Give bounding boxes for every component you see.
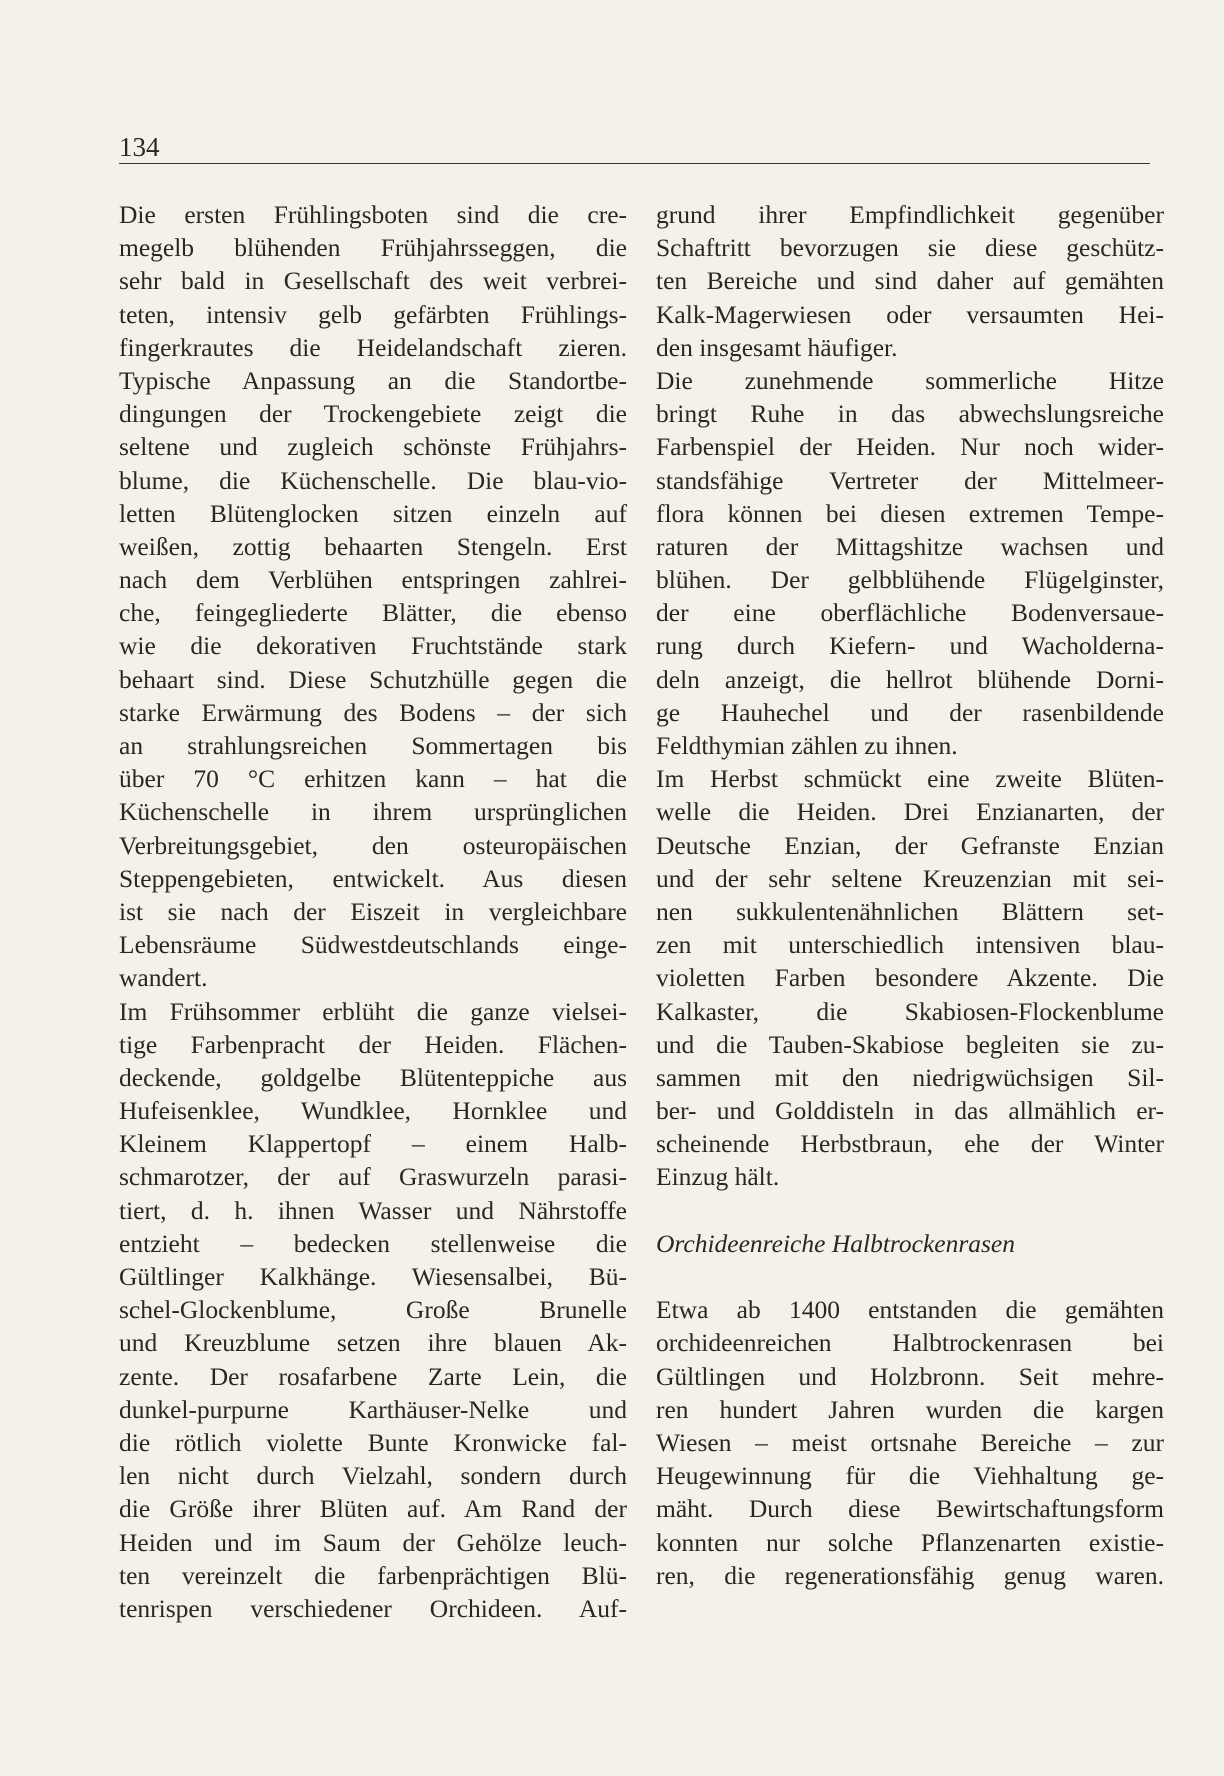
text-line: len nicht durch Vielzahl, sondern durch [119,1461,627,1491]
text-line: raturen der Mittagshitze wachsen und [656,531,1164,561]
text-line: Kalkaster, die Skabiosen-Flockenblume [656,996,1164,1026]
text-line: und Kreuzblume setzen ihre blauen Ak- [119,1328,627,1358]
text-line: ist sie nach der Eiszeit in vergleichbare [119,896,627,926]
text-line: fingerkrautes die Heidelandschaft zieren. [119,332,627,362]
text-column-left [119,198,627,1625]
text-line: Küchenschelle in ihrem ursprünglichen [119,797,627,827]
text-line: letten Blütenglocken sitzen einzeln auf [119,498,627,528]
text-line: an strahlungsreichen Sommertagen bis [119,731,627,760]
text-line: entzieht – bedecken stellenweise die [119,1228,627,1258]
text-line: bringt Ruhe in das abwechslungsreiche [656,399,1164,429]
text-line: konnten nur solche Pflanzenarten existie- [656,1527,1164,1557]
text-line: über 70 °C erhitzen kann – hat die [119,764,627,794]
text-line: megelb blühenden Frühjahrsseggen, die [119,233,627,263]
text-line: zen mit unterschiedlich intensiven blau- [656,930,1164,960]
text-line: Gültlinger Kalkhänge. Wiesensalbei, Bü- [119,1262,627,1291]
text-line: und der sehr seltene Kreuzenzian mit sei- [656,863,1164,893]
text-line: schel-Glockenblume, Große Brunelle [119,1295,627,1325]
text-line: tenrispen verschiedener Orchideen. Auf- [119,1593,627,1623]
text-line: dunkel-purpurne Karthäuser-Nelke und [119,1394,627,1424]
text-line: teten, intensiv gelb gefärbten Frühlings- [119,299,627,329]
text-line: orchideenreichen Halbtrockenrasen bei [656,1328,1164,1358]
text-line: Verbreitungsgebiet, den osteuropäischen [119,830,627,860]
text-line: nach dem Verblühen entspringen zahlrei- [119,565,627,595]
text-line: behaart sind. Diese Schutzhülle gegen die [119,664,627,694]
text-line: ten Bereiche und sind daher auf gemähten [656,266,1164,296]
text-line: weißen, zottig behaarten Stengeln. Erst [119,531,627,561]
header-rule [119,163,1150,164]
text-line: ren hundert Jahren wurden die kargen [656,1394,1164,1424]
text-line: Typische Anpassung an die Standortbe- [119,365,627,395]
text-line: nen sukkulentenähnlichen Blättern set- [656,896,1164,926]
section-heading: Orchideenreiche Halbtrockenrasen [656,1228,1016,1258]
text-line: Etwa ab 1400 entstanden die gemähten [656,1295,1164,1325]
text-line: ten vereinzelt die farbenprächtigen Blü- [119,1560,627,1590]
text-line: standsfähige Vertreter der Mittelmeer- [656,465,1164,495]
text-line: Hufeisenklee, Wundklee, Hornklee und [119,1096,627,1126]
text-line: Gültlingen und Holzbronn. Seit mehre- [656,1361,1164,1391]
text-line: scheinende Herbstbraun, ehe der Winter [656,1129,1164,1159]
text-line: Feldthymian zählen zu ihnen. [656,731,958,760]
text-line: wie die dekorativen Fruchtstände stark [119,631,627,661]
text-line: grund ihrer Empfindlichkeit gegenüber [656,200,1164,229]
text-line: die rötlich violette Bunte Kronwicke fal- [119,1427,627,1457]
text-line: deckende, goldgelbe Blütenteppiche aus [119,1062,627,1092]
text-line: der eine oberflächliche Bodenversaue- [656,598,1164,628]
text-line: blume, die Küchenschelle. Die blau-vio- [119,465,627,495]
text-line: flora können bei diesen extremen Tempe- [656,498,1164,528]
text-line: Im Herbst schmückt eine zweite Blüten- [656,764,1164,794]
spacer [656,1194,1164,1227]
text-line: Die ersten Frühlingsboten sind die cre- [119,200,627,229]
text-line: den insgesamt häufiger. [656,332,898,362]
text-line: tiert, d. h. ihnen Wasser und Nährstoffe [119,1195,627,1225]
text-line: Kalk-Magerwiesen oder versaumten Hei- [656,299,1164,329]
text-line: schmarotzer, der auf Graswurzeln parasi- [119,1162,627,1192]
text-line: Farbenspiel der Heiden. Nur noch wider- [656,432,1164,462]
text-line: die Größe ihrer Blüten auf. Am Rand der [119,1494,627,1524]
page-number: 134 [119,132,160,162]
text-line: deln anzeigt, die hellrot blühende Dorni- [656,664,1164,694]
text-line: tige Farbenpracht der Heiden. Flächen- [119,1029,627,1059]
text-line: violetten Farben besondere Akzente. Die [656,963,1164,993]
text-column-right [656,198,1164,1592]
text-line: ge Hauhechel und der rasenbildende [656,697,1164,727]
text-line: Einzug hält. [656,1162,780,1192]
text-line: Kleinem Klappertopf – einem Halb- [119,1129,627,1159]
text-line: wandert. [119,963,208,993]
text-line: und die Tauben-Skabiose begleiten sie zu- [656,1029,1164,1059]
text-line: blühen. Der gelbblühende Flügelginster, [656,565,1164,595]
text-line: ber- und Golddisteln in das allmählich er- [656,1096,1164,1126]
text-line: starke Erwärmung des Bodens – der sich [119,697,627,727]
text-line: sehr bald in Gesellschaft des weit verbrei- [119,266,627,296]
text-line: dingungen der Trockengebiete zeigt die [119,399,627,429]
text-line: Heiden und im Saum der Gehölze leuch- [119,1527,627,1557]
text-line: sammen mit den niedrigwüchsigen Sil- [656,1062,1164,1092]
text-line: Lebensräume Südwestdeutschlands einge- [119,930,627,960]
text-line: Schaftritt bevorzugen sie diese geschütz- [656,233,1164,263]
text-line: mäht. Durch diese Bewirtschaftungsform [656,1494,1164,1524]
text-line: zente. Der rosafarbene Zarte Lein, die [119,1361,627,1391]
text-line: Im Frühsommer erblüht die ganze vielsei- [119,996,627,1026]
text-line: che, feingegliederte Blätter, die ebenso [119,598,627,628]
text-line: ren, die regenerationsfähig genug waren. [656,1560,1164,1590]
text-line: Wiesen – meist ortsnahe Bereiche – zur [656,1427,1164,1457]
text-line: Deutsche Enzian, der Gefranste Enzian [656,830,1164,860]
text-line: Die zunehmende sommerliche Hitze [656,365,1164,395]
text-line: Steppengebieten, entwickelt. Aus diesen [119,863,627,893]
text-line: seltene und zugleich schönste Frühjahrs- [119,432,627,462]
spacer [656,1260,1164,1293]
text-line: Heugewinnung für die Viehhaltung ge- [656,1461,1164,1491]
text-line: rung durch Kiefern- und Wacholderna- [656,631,1164,661]
text-line: welle die Heiden. Drei Enzianarten, der [656,797,1164,827]
